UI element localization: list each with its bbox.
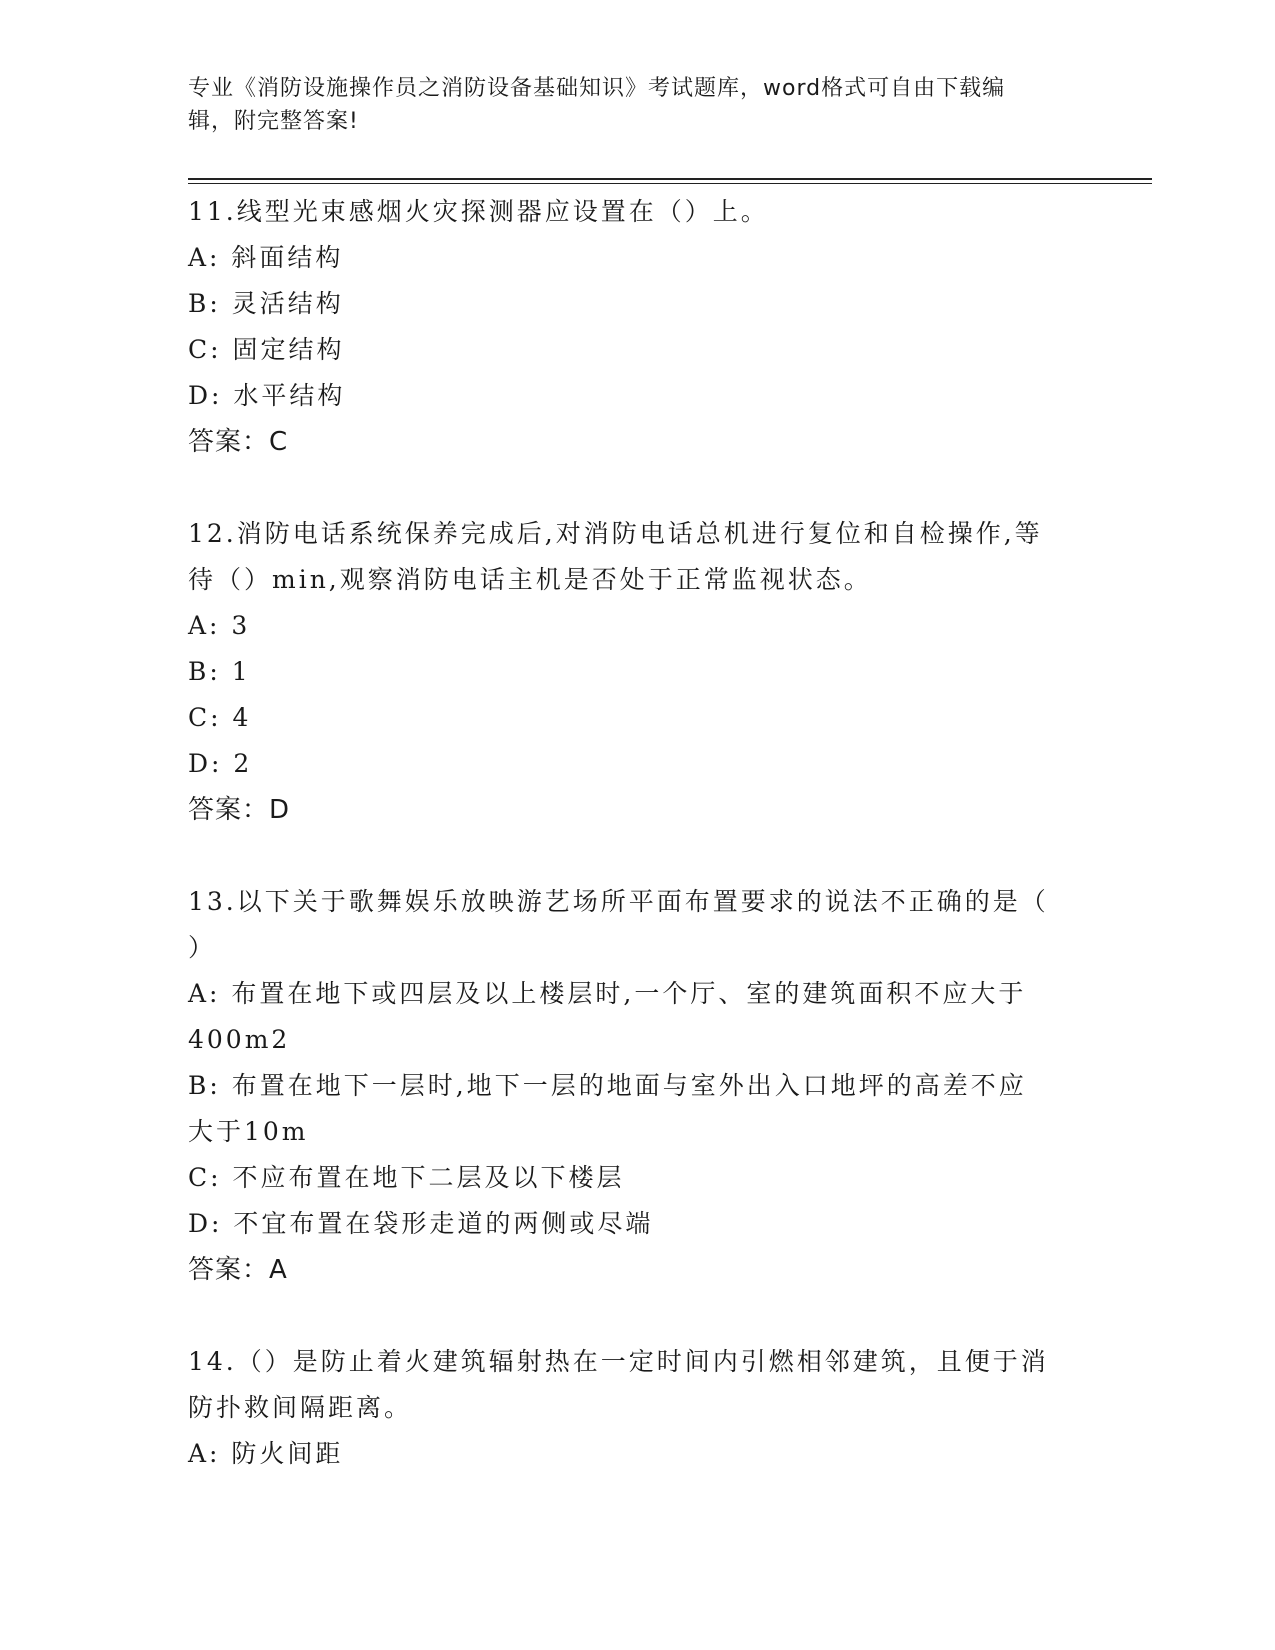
question-stem: 14.（）是防止着火建筑辐射热在一定时间内引燃相邻建筑，且便于消 [188,1347,1049,1376]
header-line-1: 专业《消防设施操作员之消防设备基础知识》考试题库，word格式可自由下载编 [188,76,1006,101]
question-stem: 11.线型光束感烟火灾探测器应设置在（）上。 [188,197,769,226]
question-14 [188,1339,1088,1477]
document-header [188,72,1068,138]
question-stem: 13.以下关于歌舞娱乐放映游艺场所平面布置要求的说法不正确的是（ [188,887,1049,916]
option-d: D: 不宜布置在袋形走道的两侧或尽端 [188,1209,654,1238]
question-11 [188,189,1088,465]
header-divider-thin [188,183,1152,184]
question-stem-continued: ） [188,933,217,962]
header-line-2: 辑，附完整答案! [188,109,359,134]
option-a: A: 布置在地下或四层及以上楼层时,一个厅、室的建筑面积不应大于 [188,979,1027,1008]
option-d: D: 水平结构 [188,381,346,410]
answer: 答案：C [188,427,289,457]
option-a: A: 斜面结构 [188,243,344,272]
option-b: B: 1 [188,657,251,686]
option-c: C: 固定结构 [188,335,345,364]
option-c: C: 不应布置在地下二层及以下楼层 [188,1163,625,1192]
option-a-continued: 400m2 [188,1025,291,1054]
question-13 [188,879,1088,1293]
option-b: B: 灵活结构 [188,289,344,318]
question-12 [188,511,1088,833]
question-list [188,189,1088,1523]
option-d: D: 2 [188,749,253,778]
question-stem-continued: 待（）min,观察消防电话主机是否处于正常监视状态。 [188,565,872,594]
option-a: A: 3 [188,611,251,640]
header-divider-thick [188,178,1152,180]
option-c: C: 4 [188,703,252,732]
answer: 答案：D [188,795,291,825]
question-stem-continued: 防扑救间隔距离。 [188,1393,413,1422]
answer: 答案：A [188,1255,288,1285]
question-stem: 12.消防电话系统保养完成后,对消防电话总机进行复位和自检操作,等 [188,519,1043,548]
option-a: A: 防火间距 [188,1439,344,1468]
option-b-continued: 大于10m [188,1117,309,1146]
option-b: B: 布置在地下一层时,地下一层的地面与室外出入口地坪的高差不应 [188,1071,1027,1100]
